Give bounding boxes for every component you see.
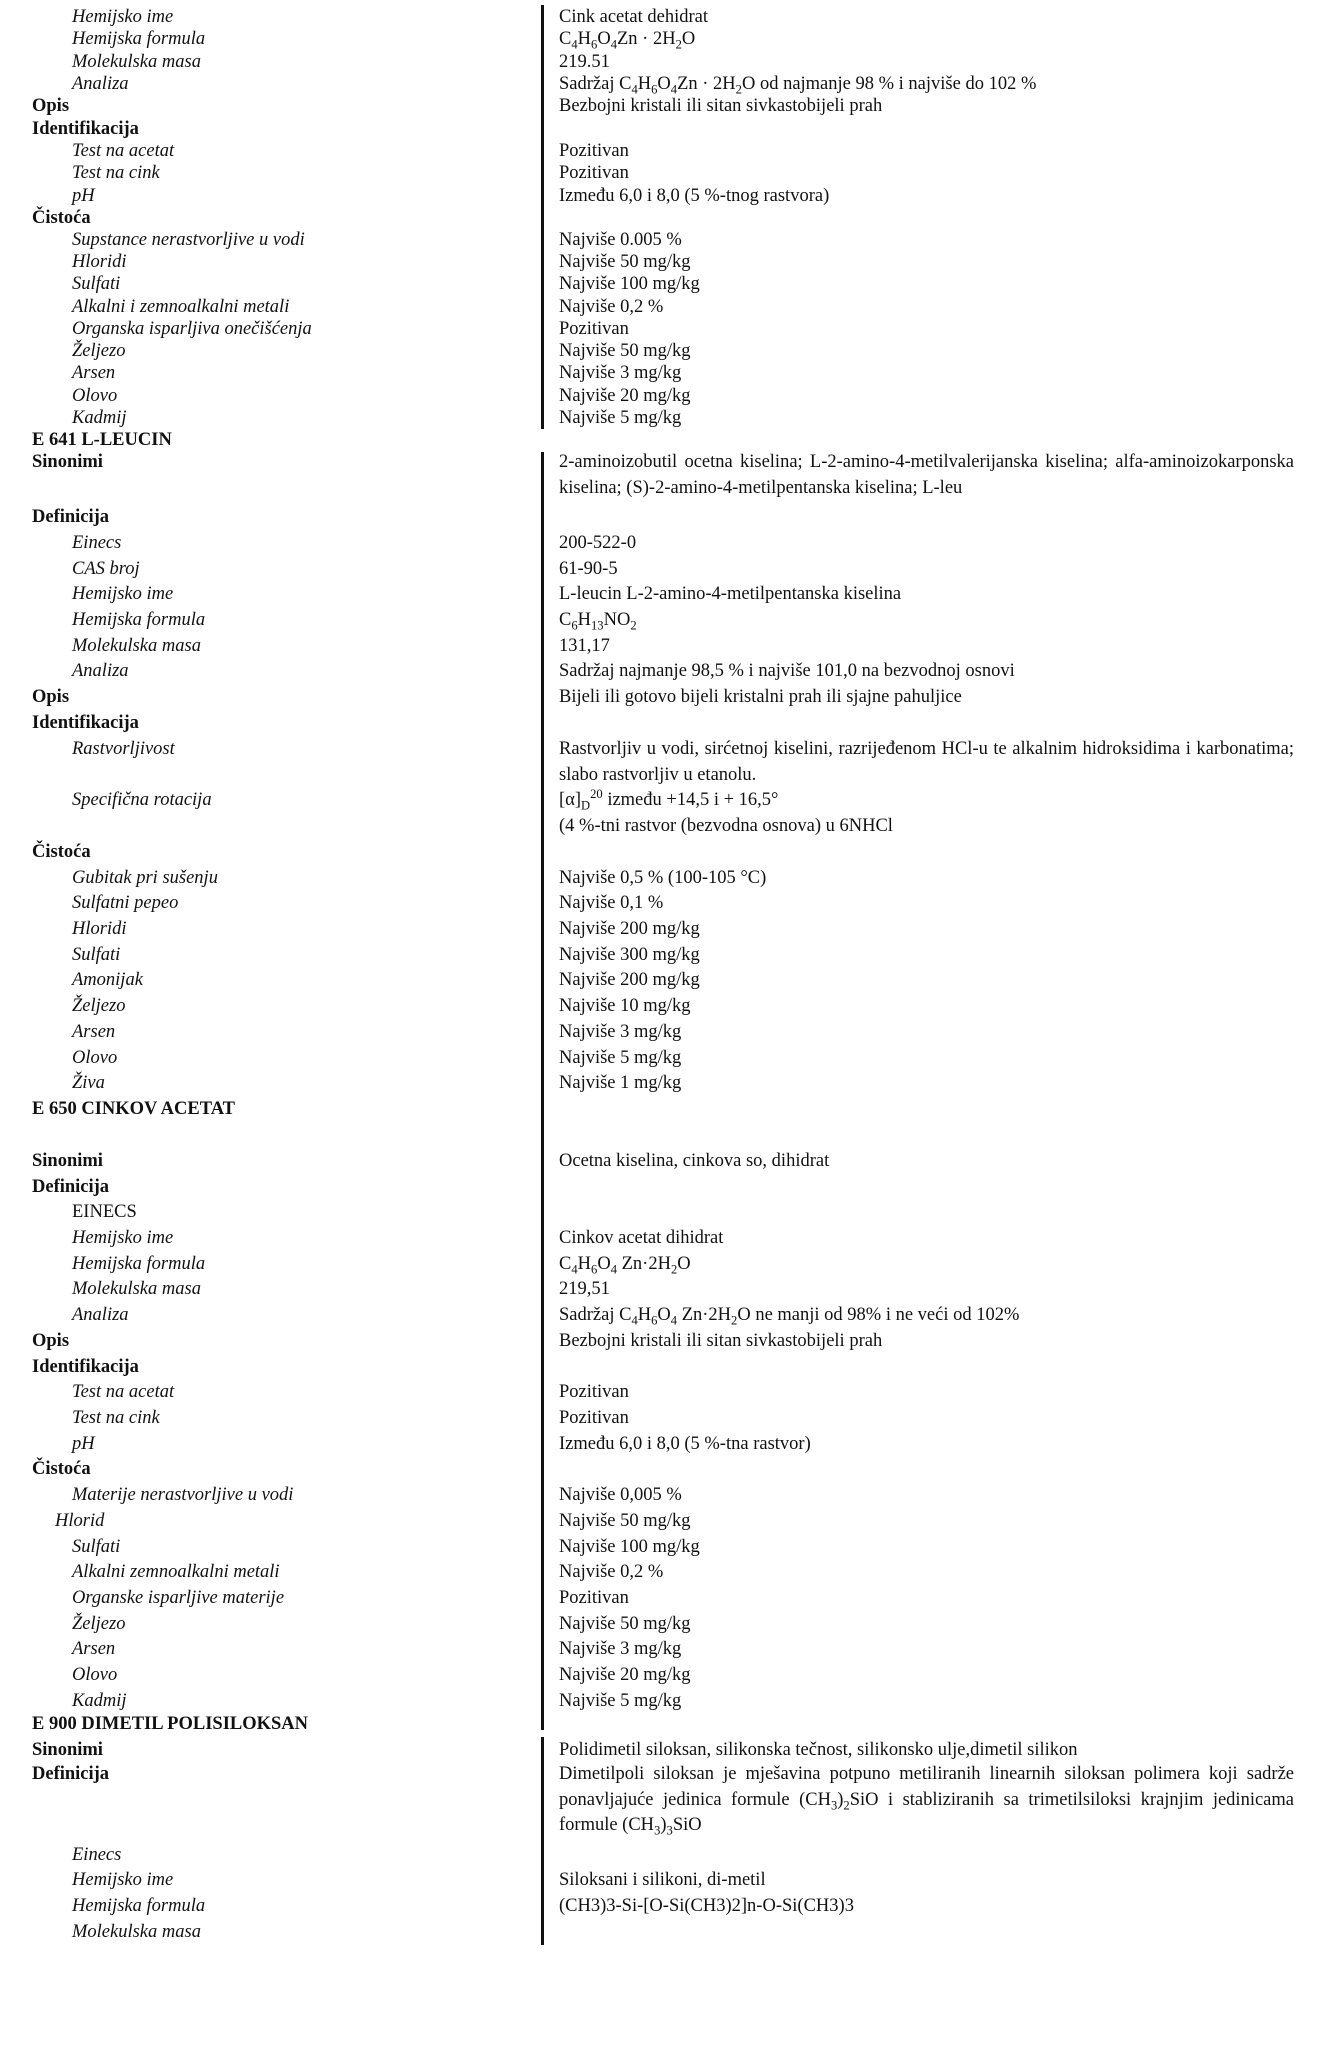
field-label: Specifična rotacija: [72, 790, 212, 810]
field-value: Najviše 5 mg/kg: [559, 408, 682, 428]
field-label: Molekulska masa: [72, 1922, 201, 1942]
field-value: Pozitivan: [559, 1408, 629, 1428]
section-heading: E 900 DIMETIL POLISILOKSAN: [32, 1714, 309, 1734]
section-heading: Opis: [32, 687, 70, 707]
field-value: Pozitivan: [559, 319, 629, 339]
section-heading: Identifikacija: [32, 713, 139, 733]
field-value: Najviše 20 mg/kg: [559, 386, 691, 406]
section-heading: Sinonimi: [32, 452, 103, 472]
field-value: Najviše 5 mg/kg: [559, 1691, 682, 1711]
field-value: 200-522-0: [559, 533, 637, 553]
field-value: Polidimetil siloksan, silikonska tečnost, silikonsko ulje,dimetil silikon: [559, 1740, 1078, 1760]
field-label: pH: [72, 186, 95, 206]
field-value: Sadržaj $C_4H_6O_4Zn \cdot 2H_2O$ od najmanje 98 % i najviše do 102 %: [559, 74, 1037, 97]
field-label: Analiza: [72, 661, 129, 681]
field-label: Željezo: [72, 341, 126, 361]
section-heading: E 641 L-LEUCIN: [32, 430, 172, 450]
field-label: Hemijsko ime: [72, 584, 174, 604]
field-label: Olovo: [72, 1665, 118, 1685]
field-label: Sulfati: [72, 945, 121, 965]
field-label: Test na cink: [72, 1408, 160, 1428]
field-value: Najviše 10 mg/kg: [559, 996, 691, 1016]
field-label: Alkalni i zemnoalkalni metali: [72, 297, 290, 317]
field-value: Siloksani i silikoni, di-metil: [559, 1870, 766, 1890]
field-label: Hemijsko ime: [72, 7, 174, 27]
field-label: Sulfatni pepeo: [72, 893, 179, 913]
field-value: Najviše 1 mg/kg: [559, 1073, 682, 1093]
field-value: Bezbojni kristali ili sitan sivkastobijeli prah: [559, 1331, 883, 1351]
field-value: 2-aminoizobutil ocetna kiselina; L-2-amino-4-metilvalerijanska kiselina; alfa-aminoizokarponska kiselina; (S)-2-amino-4-metilpentanska kiselina; L-leu: [559, 452, 1294, 498]
field-value: Dimetilpoli siloksan je mješavina potpuno metiliranih linearnih siloksan polimera koji sadrže ponavljajuće jedinica formule $(CH_3)_2SiO$ i stabliziranih sa trimetilsiloksi krajnjim jedinicama formule $(CH_3)_3SiO$: [559, 1764, 1294, 1839]
field-label: Organske isparljive materije: [72, 1588, 285, 1608]
field-value: Između 6,0 i 8,0 (5 %-tnog rastvora): [559, 186, 830, 206]
field-value: Bezbojni kristali ili sitan sivkastobijeli prah: [559, 96, 883, 116]
field-value: Između 6,0 i 8,0 (5 %-tna rastvor): [559, 1434, 811, 1454]
field-label: EINECS: [72, 1202, 137, 1222]
field-label: Molekulska masa: [72, 52, 201, 72]
section-heading: Sinonimi: [32, 1740, 103, 1760]
field-label: Organska isparljiva onečišćenja: [72, 319, 312, 339]
field-label: Test na acetat: [72, 141, 175, 161]
field-label: Sulfati: [72, 1537, 121, 1557]
field-label: Gubitak pri sušenju: [72, 868, 218, 888]
field-label: Hlorid: [55, 1511, 105, 1531]
field-label: Molekulska masa: [72, 1279, 201, 1299]
field-value: Najviše 200 mg/kg: [559, 970, 700, 990]
field-value: Najviše 0,5 % (100-105 °C): [559, 868, 767, 888]
section-heading: Identifikacija: [32, 119, 139, 139]
field-label: Test na acetat: [72, 1382, 175, 1402]
field-label: Željezo: [72, 1614, 126, 1634]
field-value: Najviše 0,2 %: [559, 297, 664, 317]
column-divider: [541, 452, 544, 1730]
field-value: Pozitivan: [559, 1588, 629, 1608]
field-value: Najviše 50 mg/kg: [559, 1511, 691, 1531]
field-label: Kadmij: [72, 1691, 127, 1711]
section-heading: Čistoća: [32, 842, 91, 862]
field-value: Najviše 300 mg/kg: [559, 945, 700, 965]
field-label: Živa: [72, 1073, 105, 1093]
field-value: $C_6H_{13}NO_2$: [559, 610, 637, 633]
field-label: Arsen: [72, 1639, 116, 1659]
field-label: Alkalni zemnoalkalni metali: [72, 1562, 280, 1582]
field-label: Hloridi: [72, 252, 127, 272]
field-label: Sulfati: [72, 274, 121, 294]
field-label: Željezo: [72, 996, 126, 1016]
field-value: 131,17: [559, 636, 610, 656]
field-value: L-leucin L-2-amino-4-metilpentanska kiselina: [559, 584, 902, 604]
field-value: Najviše 100 mg/kg: [559, 274, 700, 294]
field-label: Hemijska formula: [72, 29, 206, 49]
field-label: Einecs: [72, 533, 122, 553]
field-value: $C_4H_6O_4$ $Zn\cdot 2H_2O$: [559, 1254, 691, 1277]
field-label: Analiza: [72, 1305, 129, 1325]
field-value: Pozitivan: [559, 1382, 629, 1402]
field-value: Pozitivan: [559, 141, 629, 161]
field-label: Olovo: [72, 1048, 118, 1068]
section-heading: Sinonimi: [32, 1151, 103, 1171]
field-value: Najviše 50 mg/kg: [559, 1614, 691, 1634]
field-value: Najviše 50 mg/kg: [559, 252, 691, 272]
field-label: Hemijsko ime: [72, 1870, 174, 1890]
field-value: Najviše 3 mg/kg: [559, 1639, 682, 1659]
field-value: Najviše 50 mg/kg: [559, 341, 691, 361]
section-heading: Čistoća: [32, 1459, 91, 1479]
field-value: 61-90-5: [559, 559, 618, 579]
field-value: Najviše 5 mg/kg: [559, 1048, 682, 1068]
section-heading: Opis: [32, 96, 70, 116]
field-value: 219,51: [559, 1279, 610, 1299]
field-value: Sadržaj najmanje 98,5 % i najviše 101,0 na bezvodnoj osnovi: [559, 661, 1015, 681]
field-label: Einecs: [72, 1845, 122, 1865]
field-value: 219.51: [559, 52, 610, 72]
field-label: Test na cink: [72, 163, 160, 183]
field-label: Arsen: [72, 363, 116, 383]
field-value: $[\alpha]_D^{20}$ između +14,5 i + 16,5°: [559, 786, 779, 813]
field-label: Materije nerastvorljive u vodi: [72, 1485, 294, 1505]
field-label: Molekulska masa: [72, 636, 201, 656]
field-value: Najviše 0,005 %: [559, 1485, 682, 1505]
field-value: Najviše 0,2 %: [559, 1562, 664, 1582]
section-heading: Identifikacija: [32, 1357, 139, 1377]
field-value: Ocetna kiselina, cinkova so, dihidrat: [559, 1151, 830, 1171]
field-value: Cinkov acetat dihidrat: [559, 1228, 724, 1248]
field-label: Arsen: [72, 1022, 116, 1042]
field-value: Najviše 3 mg/kg: [559, 363, 682, 383]
field-value: Najviše 3 mg/kg: [559, 1022, 682, 1042]
field-label: Olovo: [72, 386, 118, 406]
section-heading: E 650 CINKOV ACETAT: [32, 1099, 236, 1119]
field-label: Kadmij: [72, 408, 127, 428]
field-label: Amonijak: [72, 970, 143, 990]
column-divider: [541, 5, 544, 429]
section-heading: Definicija: [32, 507, 110, 527]
field-value: Najviše 0.005 %: [559, 230, 682, 250]
field-value: Pozitivan: [559, 163, 629, 183]
section-heading: Definicija: [32, 1177, 110, 1197]
field-label: Analiza: [72, 74, 129, 94]
field-label: Hemijska formula: [72, 1896, 206, 1916]
field-value: (CH3)3-Si-[O-Si(CH3)2]n-O-Si(CH3)3: [559, 1896, 854, 1916]
field-label: Hemijska formula: [72, 610, 206, 630]
field-value: Najviše 0,1 %: [559, 893, 664, 913]
section-heading: Definicija: [32, 1764, 110, 1784]
field-label: Hemijsko ime: [72, 1228, 174, 1248]
field-value: Najviše 200 mg/kg: [559, 919, 700, 939]
field-value: Najviše 100 mg/kg: [559, 1537, 700, 1557]
section-heading: Opis: [32, 1331, 70, 1351]
column-divider: [541, 1737, 544, 1945]
field-label: pH: [72, 1434, 95, 1454]
field-value: (4 %-tni rastvor (bezvodna osnova) u 6NHCl: [559, 816, 893, 836]
field-value: Bijeli ili gotovo bijeli kristalni prah ili sjajne pahuljice: [559, 687, 962, 707]
field-label: Rastvorljivost: [72, 739, 175, 759]
field-value: $C_4H_6O_4Zn \cdot 2H_2O$: [559, 29, 696, 52]
field-value: Sadržaj $C_4H_6O_4$ $Zn\cdot 2H_2O$ ne manji od 98% i ne veći od 102%: [559, 1305, 1020, 1328]
section-heading: Čistoća: [32, 208, 91, 228]
field-value: Najviše 20 mg/kg: [559, 1665, 691, 1685]
field-label: Supstance nerastvorljive u vodi: [72, 230, 305, 250]
field-value: Cink acetat dehidrat: [559, 7, 708, 27]
field-label: CAS broj: [72, 559, 140, 579]
field-label: Hemijska formula: [72, 1254, 206, 1274]
field-label: Hloridi: [72, 919, 127, 939]
field-value: Rastvorljiv u vodi, sirćetnoj kiselini, razrijeđenom HCl-u te alkalnim hidroksidima i karbonatima; slabo rastvorljiv u etanolu.: [559, 739, 1294, 785]
